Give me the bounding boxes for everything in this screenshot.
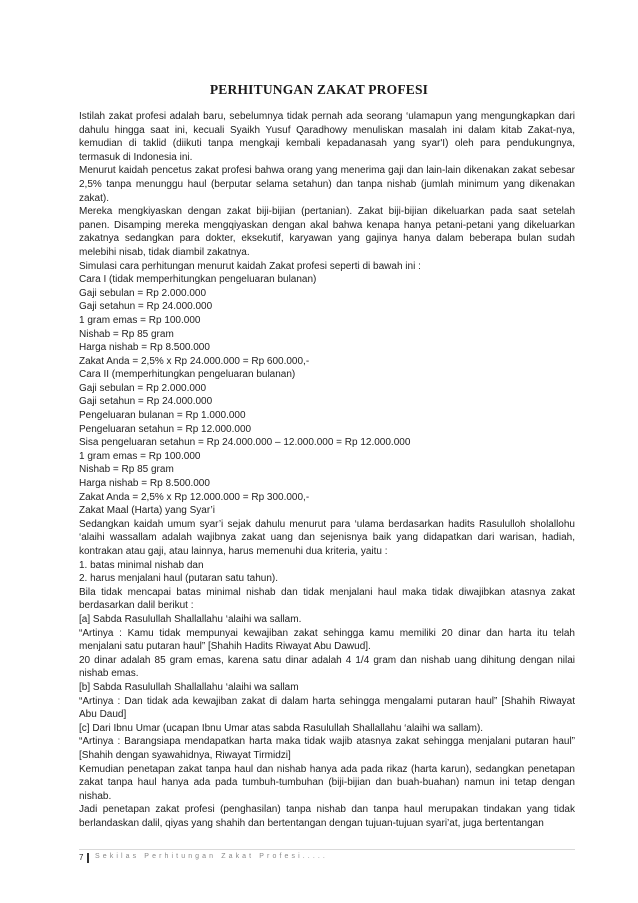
calc-line: Pengeluaran bulanan = Rp 1.000.000 [79, 410, 246, 422]
calc-line: Gaji setahun = Rp 24.000.000 [79, 396, 213, 408]
calc-line: Harga nishab = Rp 8.500.000 [79, 342, 210, 354]
calc-line: 1 gram emas = Rp 100.000 [79, 314, 201, 326]
list-item: 1. batas minimal nishab dan [79, 559, 204, 571]
document-body [79, 110, 575, 830]
page-title: PERHITUNGAN ZAKAT PROFESI [209, 82, 429, 97]
paragraph: Mereka mengkiyaskan dengan zakat biji-bijian (pertanian). Zakat biji-bijian dikeluarkan pada saat setelah panen. Disamping mereka mengqiyaskan dengan akal bahwa kenapa hanya petani-petani yang dikeluarkan zakatnya sedangkan para dokter, eksekutif, karyawan yang gajinya hanya dalam beberapa bulan sudah melebihi nisab, tidak diambil zakatnya. [79, 206, 575, 258]
paragraph: 20 dinar adalah 85 gram emas, karena satu dinar adalah 4 1/4 gram dan nishab uang dihitung dengan nilai nishab emas. [79, 654, 575, 680]
paragraph: “Artinya : Dan tidak ada kewajiban zakat di dalam harta sehingga mengalami putaran haul” [Shahih Riwayat Abu Daud] [79, 695, 575, 721]
paragraph: “Artinya : Kamu tidak mempunyai kewajiban zakat sehingga kamu memiliki 20 dinar dan harta itu telah menjalani satu putaran haul” [Shahih Hadits Riwayat Abu Dawud]. [79, 627, 575, 653]
paragraph: [c] Dari Ibnu Umar (ucapan Ibnu Umar atas sabda Rasulullah Shallallahu ‘alaihi wa sallam). [79, 722, 484, 734]
footer-running-title: Sekilas Perhitungan Zakat Profesi..... [95, 853, 328, 860]
calc-line: Pengeluaran setahun = Rp 12.000.000 [79, 423, 252, 435]
section-heading: Zakat Maal (Harta) yang Syar’i [79, 505, 215, 517]
footer-divider [87, 853, 89, 863]
paragraph: “Artinya : Barangsiapa mendapatkan harta maka tidak wajib atasnya zakat sehingga menjalani putaran haul” [Shahih dengan syawahidnya, Riwayat Tirmidzi] [79, 736, 575, 761]
paragraph: [a] Sabda Rasulullah Shallallahu ‘alaihi wa sallam. [79, 613, 302, 625]
calc-line: Nishab = Rp 85 gram [79, 328, 174, 340]
page-footer [79, 849, 575, 864]
paragraph: Bila tidak mencapai batas minimal nishab dan tidak menjalani haul maka tidak diwajibkan atasnya zakat berdasarkan dalil berikut : [79, 586, 575, 612]
calc-line: Harga nishab = Rp 8.500.000 [79, 478, 210, 490]
list-item: 2. harus menjalani haul (putaran satu tahun). [79, 573, 279, 585]
paragraph: Sedangkan kaidah umum syar’i sejak dahulu menurut para ‘ulama berdasarkan hadits Rasululloh sholallohu ‘alaihi wassallam adalah wajibnya zakat uang dan sejenisnya baik yang didapatkan dari warisan, hadiah, kontrakan atau gaji, atau lainnya, harus memenuhi dua kriteria, yaitu : [79, 518, 575, 557]
calc-heading: Cara II (memperhitungkan pengeluaran bulanan) [79, 369, 296, 381]
paragraph: Istilah zakat profesi adalah baru, sebelumnya tidak pernah ada seorang ‘ulamapun yang mengungkapkan dari dahulu hingga saat ini, kecuali Syaikh Yusuf Qaradhowy menuliskan masalah ini dalam kitab Zakat-nya, kemudian di taklid (diikuti tanpa mengkaji kembali kepadanasah yang syar'I) oleh para pendukungnya, termasuk di Indonesia ini. [79, 111, 575, 163]
paragraph: [b] Sabda Rasulullah Shallallahu ‘alaihi wa sallam [79, 681, 299, 693]
paragraph: Kemudian penetapan zakat tanpa haul dan nishab hanya ada pada rikaz (harta karun), sedangkan penetapan zakat tanpa haul hanya ada pada tumbuh-tumbuhan (biji-bijian dan buah-buahan) namun ini tetap dengan nishab. [79, 763, 575, 802]
paragraph: Jadi penetapan zakat profesi (penghasilan) tanpa nishab dan tanpa haul merupakan tindakan yang tidak berlandaskan dalil, qiyas yang shahih dan bertentangan dengan tujuan-tujuan syari’at, juga bertentangan [79, 804, 575, 829]
calc-line: Sisa pengeluaran setahun = Rp 24.000.000 – 12.000.000 = Rp 12.000.000 [79, 437, 411, 449]
page-number: 7 [79, 853, 84, 862]
calc-line: Gaji sebulan = Rp 2.000.000 [79, 287, 207, 299]
paragraph: Simulasi cara perhitungan menurut kaidah Zakat profesi seperti di bawah ini : [79, 260, 421, 272]
paragraph: Menurut kaidah pencetus zakat profesi bahwa orang yang menerima gaji dan lain-lain dikenakan zakat sebesar 2,5% tanpa menunggu haul (berputar selama setahun) dan tanpa nishab (jumlah minimum yang dikenakan zakat). [79, 165, 575, 204]
calc-line: Nishab = Rp 85 gram [79, 464, 174, 476]
calc-line: Zakat Anda = 2,5% x Rp 24.000.000 = Rp 600.000,- [79, 355, 310, 367]
calc-heading: Cara I (tidak memperhitungkan pengeluaran bulanan) [79, 274, 317, 286]
calc-line: 1 gram emas = Rp 100.000 [79, 450, 201, 462]
calc-line: Gaji sebulan = Rp 2.000.000 [79, 382, 207, 394]
calc-line: Gaji setahun = Rp 24.000.000 [79, 301, 213, 313]
calc-line: Zakat Anda = 2,5% x Rp 12.000.000 = Rp 300.000,- [79, 491, 310, 503]
